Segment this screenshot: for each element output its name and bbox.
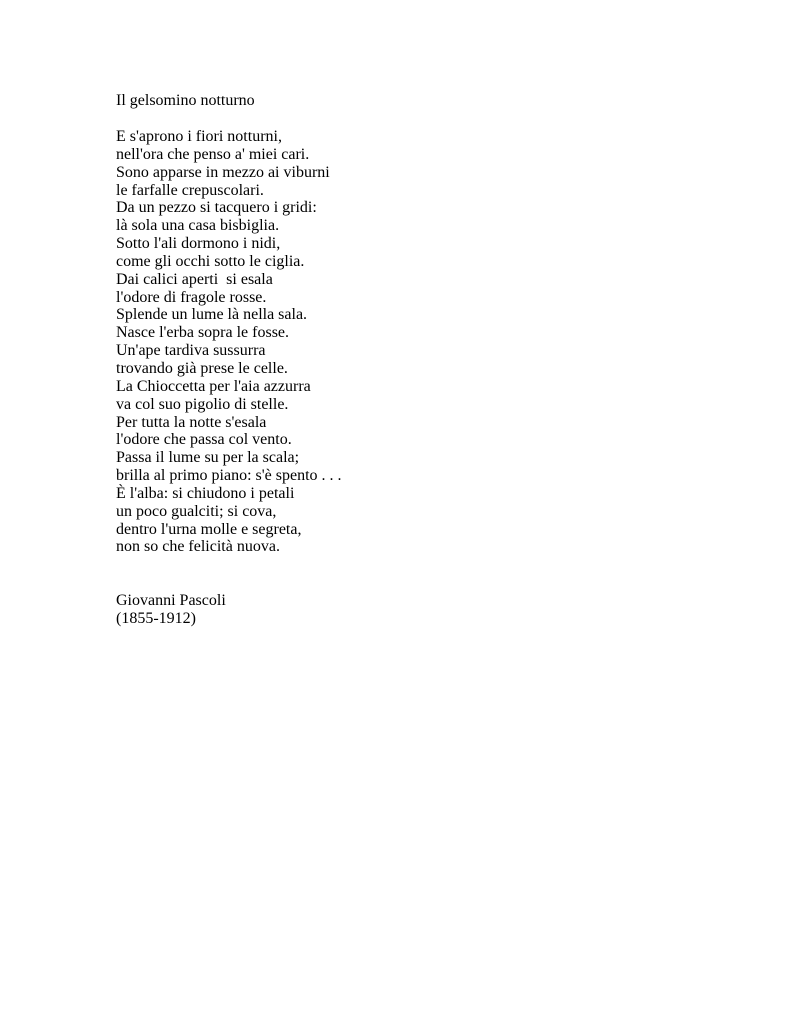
poem-line: La Chioccetta per l'aia azzurra [116,377,311,395]
poem-line: nell'ora che penso a' miei cari. [116,145,310,163]
poem-line: E s'aprono i fiori notturni, [116,128,282,145]
poem-line: come gli occhi sotto le ciglia. [116,252,305,270]
poem-line: brilla al primo piano: s'è spento . . . [116,467,342,485]
poem-line: dentro l'urna molle e segreta, [116,520,302,538]
poem-line: l'odore che passa col vento. [116,431,292,449]
poem-line: l'odore di fragole rosse. [116,288,267,306]
author-dates: (1855-1912) [116,610,196,627]
poem-line: Nasce l'erba sopra le fosse. [116,324,290,342]
poem-line: trovando già prese le celle. [116,359,288,377]
poem-line: va col suo pigolio di stelle. [116,395,289,413]
author-signature [116,592,226,628]
poem-line: là sola una casa bisbiglia. [116,217,280,235]
poem-line: un poco gualciti; si cova, [116,502,277,520]
author-name: Giovanni Pascoli [116,592,226,609]
poem-title: Il gelsomino notturno [116,92,255,109]
poem-line: Dai calici aperti si esala [116,270,273,288]
poem-line: Un'ape tardiva sussurra [116,342,266,360]
poem-line: non so che felicità nuova. [116,538,280,556]
poem-line: le farfalle crepuscolari. [116,181,264,199]
poem-line: Passa il lume su per la scala; [116,449,300,467]
poem-line: Sotto l'ali dormono i nidi, [116,235,281,253]
poem-line: È l'alba: si chiudono i petali [116,484,295,502]
poem-line: Per tutta la notte s'esala [116,413,267,431]
poem-stanza [116,128,342,556]
poem-line: Splende un lume là nella sala. [116,306,308,324]
poem-line: Da un pezzo si tacquero i gridi: [116,199,317,217]
poem-line: Sono apparse in mezzo ai viburni [116,163,330,181]
